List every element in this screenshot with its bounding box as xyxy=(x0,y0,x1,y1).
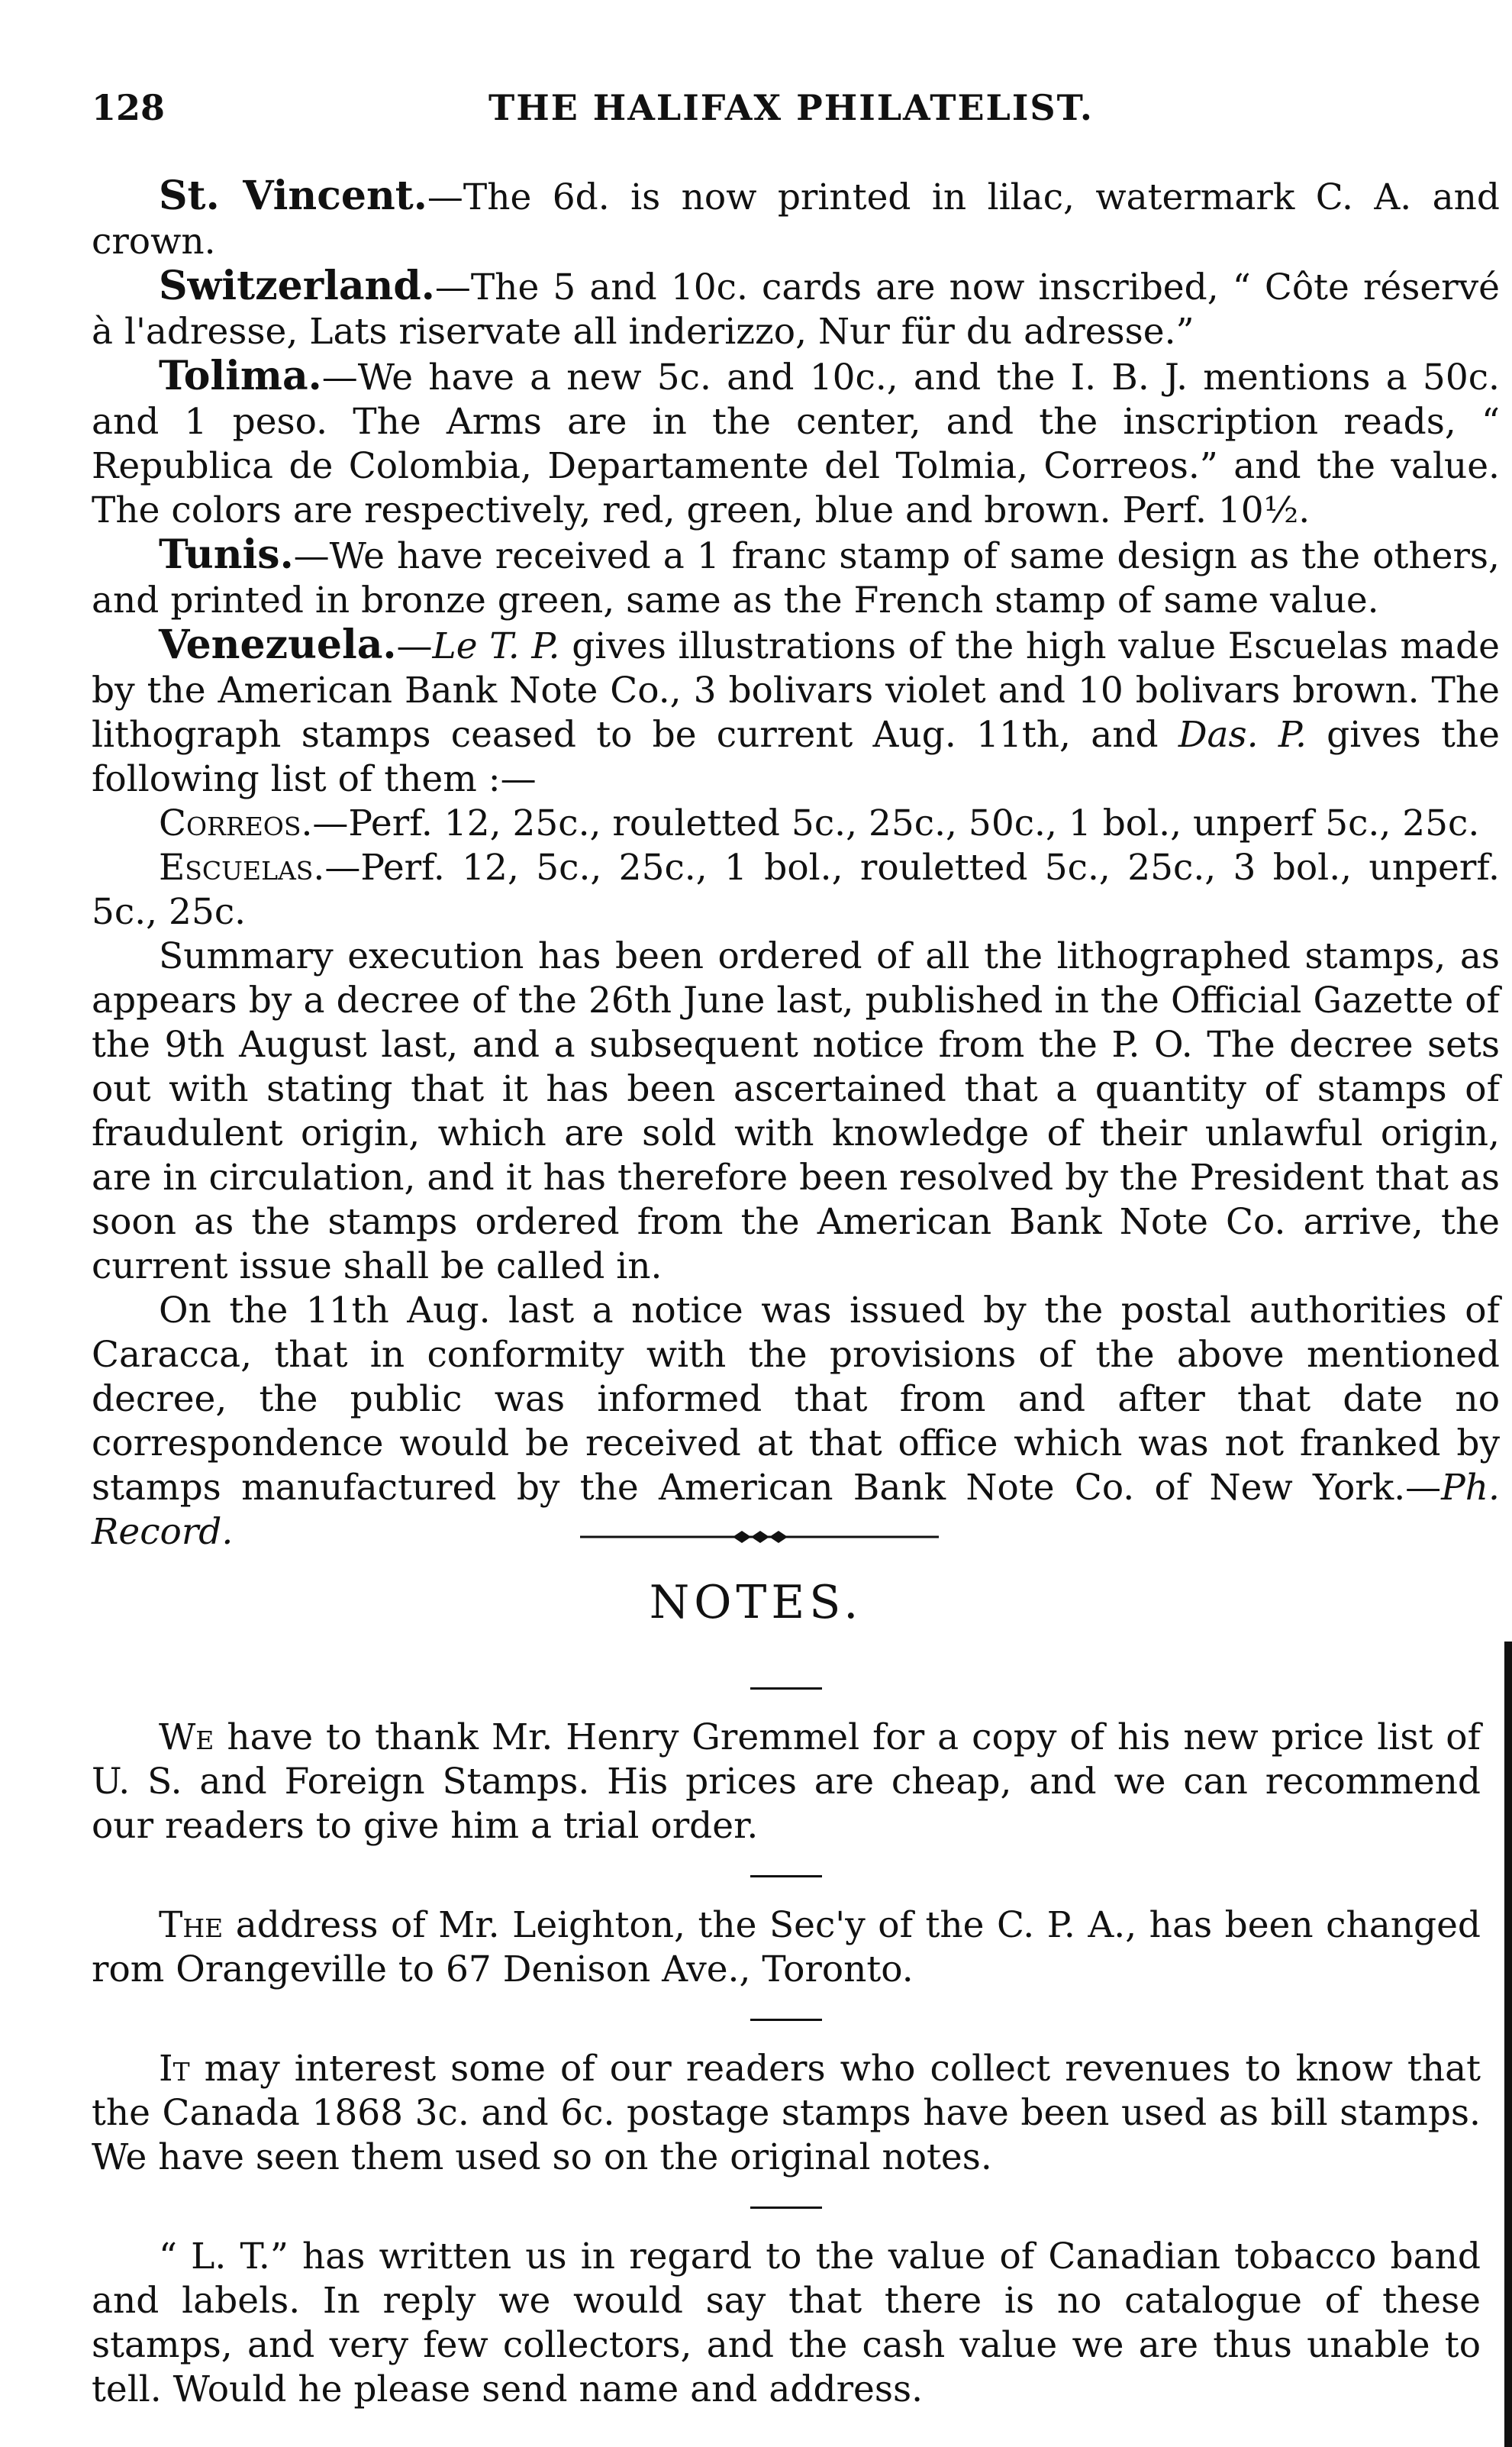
paragraph: Summary execution has been ordered of all the lithographed stamps, as appears by a decree of the 26th June last, published in the Official Gazette of the 9th August last, and a subsequent notice from the P. O. The decree sets out with stating that it has been ascertained that a quantity of stamps of fraudulent origin, which are sold with knowledge of their unlawful origin, are in circulation, and it has therefore been resolved by the President that as soon as the stamps ordered from the American Bank Note Co. arrive, the current issue shall be called in. xyxy=(92,935,1500,1287)
entry-heading: Tolima. xyxy=(159,353,322,399)
note xyxy=(92,1903,1481,1992)
note-lead: We xyxy=(159,1716,214,1758)
ornament-divider xyxy=(580,1525,939,1548)
entry-heading: Switzerland. xyxy=(159,263,435,309)
entry-source: Das. P. xyxy=(1178,714,1307,756)
entry-text: —The 5 and 10c. cards are now inscribed, “ Côte réservé à l'adresse, Lats riservate all inderizzo, Nur für du adresse.” xyxy=(92,266,1500,353)
list-label: Correos. xyxy=(159,802,313,844)
short-rule xyxy=(750,1875,822,1877)
entry-st-vincent xyxy=(92,174,1500,264)
page-header xyxy=(92,86,1465,131)
paragraph-text: On the 11th Aug. last a notice was issued by the postal authorities of Caracca, that in conformity with the provisions of the above mentioned decree, the public was informed that from and after that date no correspondence would be received at that office which was not franked by stamps manufactured by the American Bank Note Co. of New York.— xyxy=(92,1290,1500,1509)
entry-heading: St. Vincent. xyxy=(159,173,427,219)
entry-text: — xyxy=(396,625,433,667)
note xyxy=(92,2235,1481,2412)
rule xyxy=(92,2180,1481,2235)
notes-heading: NOTES. xyxy=(649,1576,863,1629)
entry-venezuela xyxy=(92,623,1500,802)
entry-text: —We have received a 1 franc stamp of same design as the others, and printed in bronze green, same as the French stamp of same value. xyxy=(92,535,1500,621)
short-rule xyxy=(750,1687,822,1690)
note xyxy=(92,1716,1481,1848)
entry-text: —The 6d. is now printed in lilac, watermark C. A. and crown. xyxy=(92,176,1500,263)
note-text: may interest some of our readers who collect revenues to know that the Canada 1868 3c. and 6c. postage stamps have been used as bill stamps. We have seen them used so on the original notes. xyxy=(92,2048,1481,2178)
list-item xyxy=(92,846,1500,935)
venezuela-list xyxy=(92,802,1500,935)
entry-tolima xyxy=(92,354,1500,533)
entry-source: Le T. P. xyxy=(432,625,560,667)
article-body xyxy=(92,174,1500,1554)
entry-text: gives illustrations of the high value Escuelas made by the American Bank Note Co., 3 bolivars violet and 10 bolivars brown. The lithograph stamps ceased to be current Aug. 11th, and xyxy=(92,625,1500,756)
rule xyxy=(92,1992,1481,2047)
note-text: address of Mr. Leighton, the Sec'y of the C. P. A., has been changed rom Orangeville to 67 Denison Ave., Toronto. xyxy=(92,1904,1481,1990)
entry-heading: Venezuela. xyxy=(159,621,397,668)
entry-text: —We have a new 5c. and 10c., and the I. B. J. mentions a 50c. and 1 peso. The Arms are in the center, and the inscription reads, “ Republica de Colombia, Departamente del Tolmia, Correos.” and the value. The colors are respectively, red, green, blue and brown. Perf. 10½. xyxy=(92,357,1500,531)
list-text: —Perf. 12, 25c., rouletted 5c., 25c., 50c., 1 bol., unperf 5c., 25c. xyxy=(312,802,1480,844)
notes-section xyxy=(92,1661,1481,2412)
entry-heading: Tunis. xyxy=(159,531,294,578)
running-title: THE HALIFAX PHILATELIST. xyxy=(488,87,1094,128)
short-rule xyxy=(750,2019,822,2021)
page-number: 128 xyxy=(92,87,166,128)
list-text: —Perf. 12, 5c., 25c., 1 bol., rouletted 5c., 25c., 3 bol., unperf. 5c., 25c. xyxy=(92,847,1500,933)
note-text: have to thank Mr. Henry Gremmel for a copy of his new price list of U. S. and Foreign Stamps. His prices are cheap, and we can recommend our readers to give him a trial order. xyxy=(92,1716,1481,1847)
entry-tunis xyxy=(92,533,1500,623)
note-lead: It xyxy=(159,2048,190,2090)
citation: Ph. Record. xyxy=(92,1467,1500,1553)
rule xyxy=(92,1661,1481,1716)
list-label: Escuelas. xyxy=(159,847,325,889)
entry-switzerland xyxy=(92,264,1500,354)
paragraph xyxy=(92,1289,1500,1554)
short-rule xyxy=(750,2206,822,2209)
margin-bar xyxy=(1504,1642,1512,2447)
rule xyxy=(92,1848,1481,1903)
list-item xyxy=(92,802,1500,846)
notes-title xyxy=(0,1576,1512,1629)
note xyxy=(92,2047,1481,2180)
note-text: “ L. T.” has written us in regard to the value of Canadian tobacco band and labels. In reply we would say that there is no catalogue of these stamps, and very few collectors, and the cash value we are thus unable to tell. Would he please send name and address. xyxy=(92,2236,1481,2410)
note-lead: The xyxy=(159,1904,224,1946)
entry-text: gives the following list of them :— xyxy=(92,714,1500,800)
